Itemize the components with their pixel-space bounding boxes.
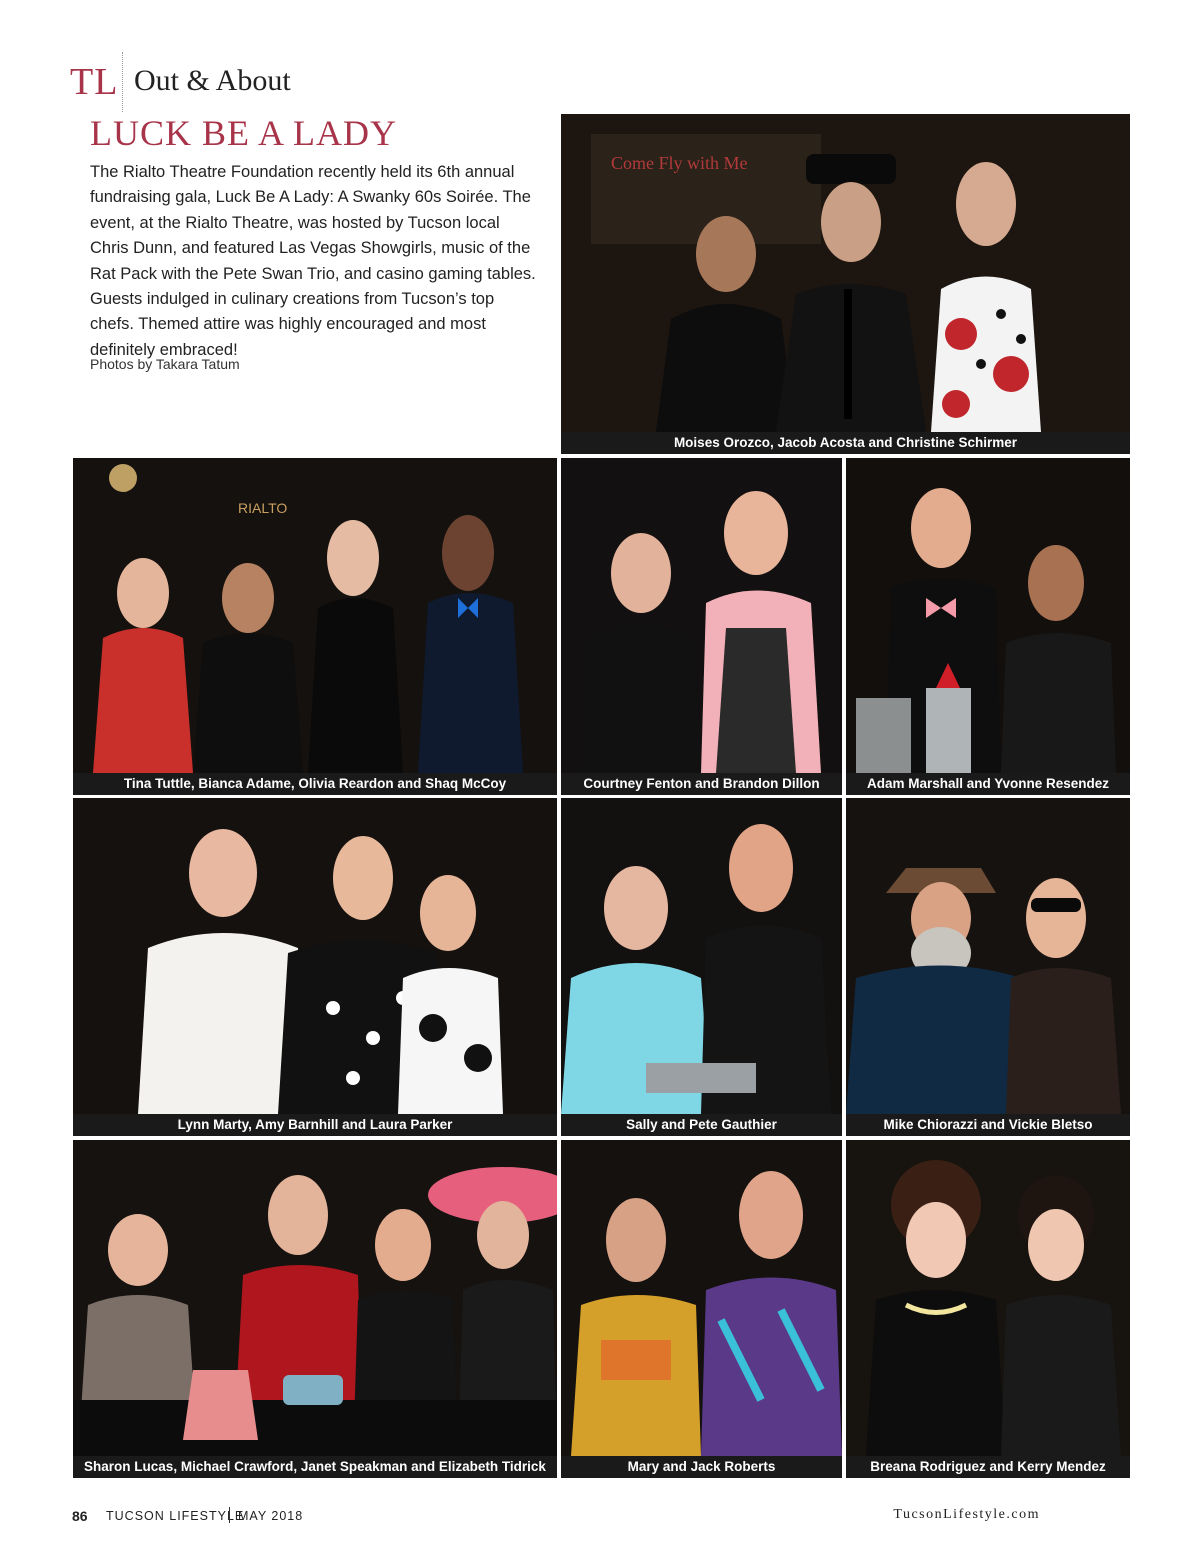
footer-divider [229, 1507, 230, 1523]
banner-text: Come Fly with Me [611, 153, 748, 173]
photo-credit: Photos by Takara Tatum [90, 356, 240, 372]
photo-image [846, 458, 1130, 773]
photo-image [561, 458, 842, 773]
photo-image [73, 798, 557, 1114]
photo-image [561, 1140, 842, 1456]
photo-caption: Mike Chiorazzi and Vickie Bletso [846, 1114, 1130, 1136]
photo-sally-pete [561, 798, 842, 1136]
photo-image [73, 458, 557, 773]
photo-image [73, 1140, 557, 1456]
photo-caption: Sharon Lucas, Michael Crawford, Janet Speakman and Elizabeth Tidrick [73, 1456, 557, 1478]
photo-lynn-amy-laura [73, 798, 557, 1136]
photo-caption: Courtney Fenton and Brandon Dillon [561, 773, 842, 795]
article-title: LUCK BE A LADY [90, 113, 398, 153]
section-title: Out & About [134, 64, 291, 97]
photo-image [846, 1140, 1130, 1456]
photo-moises-jacob-christine [561, 114, 1130, 454]
theatre-sign: RIALTO [238, 500, 288, 516]
photo-image [561, 798, 842, 1114]
photo-caption: Mary and Jack Roberts [561, 1456, 842, 1478]
photo-image [561, 114, 1130, 432]
photo-caption: Sally and Pete Gauthier [561, 1114, 842, 1136]
magazine-name: TUCSON LIFESTYLE [106, 1509, 245, 1523]
photo-caption: Tina Tuttle, Bianca Adame, Olivia Reardon and Shaq McCoy [73, 773, 557, 795]
photo-adam-yvonne [846, 458, 1130, 795]
photo-caption: Lynn Marty, Amy Barnhill and Laura Parker [73, 1114, 557, 1136]
photo-mary-jack [561, 1140, 842, 1478]
photo-mike-vickie [846, 798, 1130, 1136]
photo-courtney-brandon [561, 458, 842, 795]
photo-caption: Moises Orozco, Jacob Acosta and Christine Schirmer [561, 432, 1130, 454]
photo-breana-kerry [846, 1140, 1130, 1478]
photo-tina-bianca-olivia-shaq [73, 458, 557, 795]
photo-sharon-michael-janet-elizabeth [73, 1140, 557, 1478]
section-logo: TL [70, 61, 119, 103]
article-intro: The Rialto Theatre Foundation recently held its 6th annual fundraising gala, Luck Be A Lady: A Swanky 60s Soirée. The event, at the Rialto Theatre, was hosted by Tucson local Chris Dunn, and featured Las Vegas Showgirls, music of the Rat Pack with the Pete Swan Trio, and casino gaming tables. Guests indulged in culinary creations from Tucson’s top chefs. Themed attire was highly encouraged and most definitely embraced! [90, 163, 536, 359]
photo-caption: Breana Rodriguez and Kerry Mendez [846, 1456, 1130, 1478]
issue-date: MAY 2018 [238, 1509, 304, 1523]
website-url: TucsonLifestyle.com [893, 1507, 1040, 1522]
photo-image [846, 798, 1130, 1114]
photo-caption: Adam Marshall and Yvonne Resendez [846, 773, 1130, 795]
header-divider [122, 52, 123, 112]
page-number: 86 [72, 1508, 88, 1524]
